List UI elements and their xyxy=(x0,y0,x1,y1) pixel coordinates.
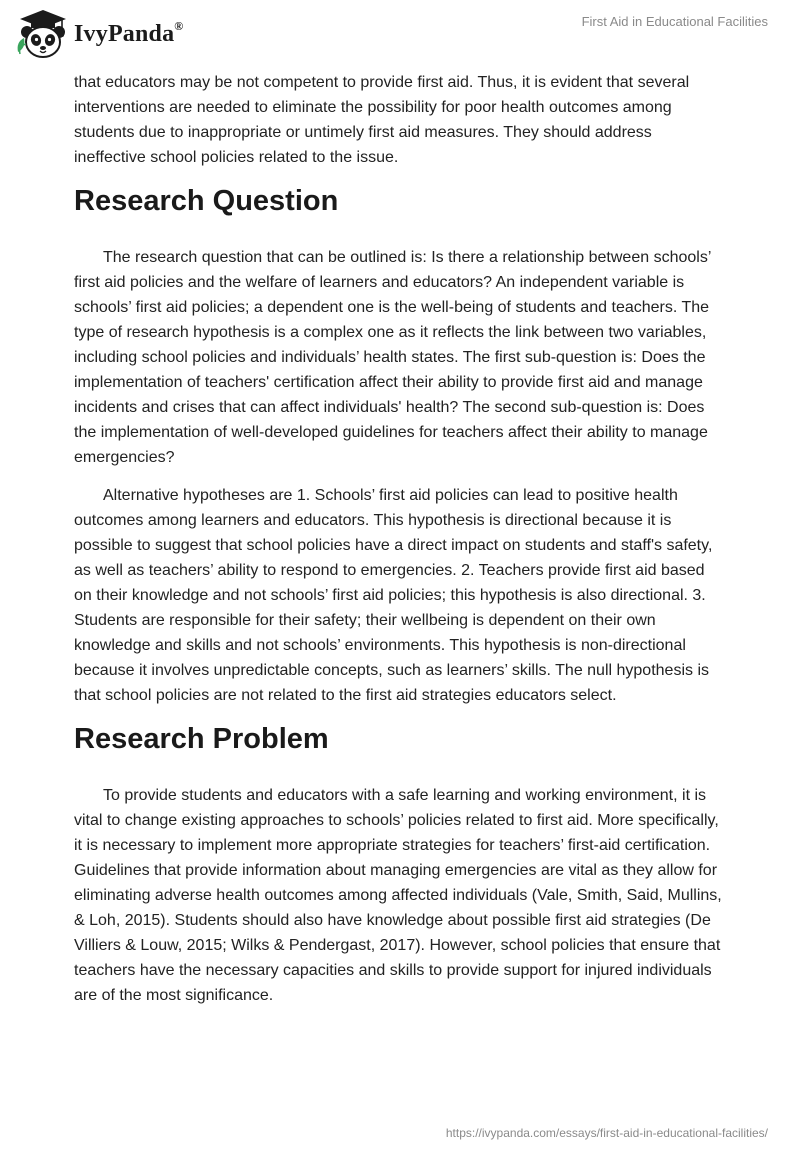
panda-mascot-icon xyxy=(14,8,72,60)
essay-content xyxy=(74,70,724,1021)
document-title: First Aid in Educational Facilities xyxy=(581,14,768,29)
page-header xyxy=(0,0,800,64)
research-question-paragraph-1: The research question that can be outlined is: Is there a relationship between schools’ first aid policies and the welfare of learners and educators? An independent variable is schools’ first aid policies; a dependent one is the well-being of students and teachers. The type of research hypothesis is a complex one as it reflects the link between two variables, including school policies and individuals’ health states. The first sub-question is: Does the implementation of teachers' certification affect their ability to provide first aid and manage incidents and crises that can affect individuals' health? The second sub-question is: Does the implementation of well-developed guidelines for teachers affect their ability to manage emergencies? xyxy=(74,249,711,466)
research-problem-heading: Research Problem xyxy=(74,723,329,755)
research-question-paragraph-2: Alternative hypotheses are 1. Schools’ first aid policies can lead to positive health outcomes among learners and educators. This hypothesis is directional because it is possible to suggest that school policies have a direct impact on students and staff's safety, as well as teachers’ ability to respond to emergencies. 2. Teachers provide first aid based on their knowledge and not schools’ first aid policies; this hypothesis is also directional. 3. Students are responsible for their safety; their wellbeing is dependent on their own knowledge and skills and not schools’ environments. This hypothesis is non-directional because it involves unpredictable concepts, such as learners’ skills. The null hypothesis is that school policies are not related to the first aid strategies educators select. xyxy=(74,487,713,704)
logo-text: IvyPanda® xyxy=(74,18,184,47)
intro-paragraph: that educators may be not competent to provide first aid. Thus, it is evident that several interventions are needed to eliminate the possibility for poor health outcomes among students due to inappropriate or untimely first aid measures. They should address ineffective school policies related to the issue. xyxy=(74,74,690,166)
source-url[interactable]: https://ivypanda.com/essays/first-aid-in-educational-facilities/ xyxy=(445,1126,768,1140)
research-question-heading: Research Question xyxy=(74,185,339,217)
research-problem-paragraph: To provide students and educators with a safe learning and working environment, it is vital to change existing approaches to schools’ policies related to first aid. More specifically, it is necessary to implement more appropriate strategies for teachers’ first-aid certification. Guidelines that provide information about managing emergencies are vital as they allow for eliminating adverse health outcomes among affected individuals (Vale, Smith, Said, Mullins, & Loh, 2015). Students should also have knowledge about possible first aid strategies (De Villiers & Louw, 2015; Wilks & Pendergast, 2017). However, school policies that ensure that teachers have the necessary capacities and skills to provide support for injured individuals are of the most significance. xyxy=(74,787,722,1004)
ivypanda-logo[interactable] xyxy=(14,8,183,60)
